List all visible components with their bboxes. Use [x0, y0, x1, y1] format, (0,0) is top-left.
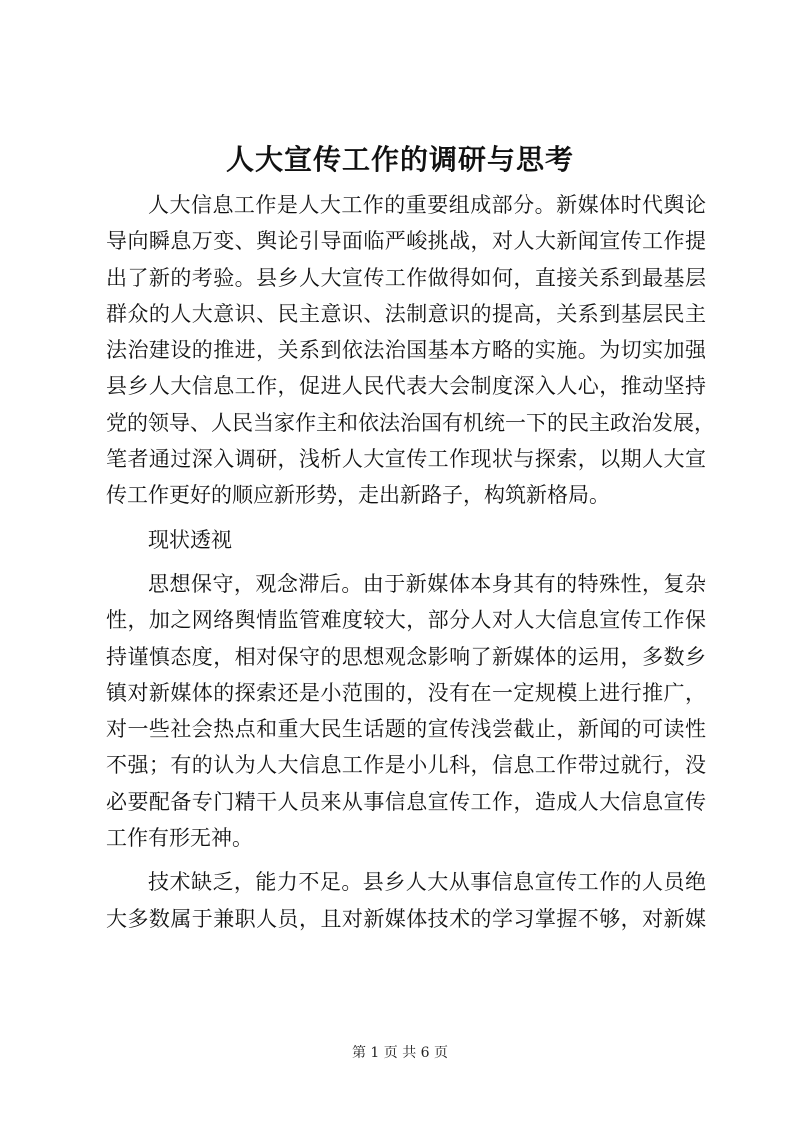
text-line: 对一些社会热点和重大民生话题的宣传浅尝截止，新闻的可读性: [106, 717, 706, 742]
text-line: 人大信息工作是人大工作的重要组成部分。新媒体时代舆论: [148, 193, 706, 217]
paragraph-conservative-thinking: [106, 566, 706, 856]
paragraph-gap: [106, 514, 706, 522]
text-line: 传工作更好的顺应新形势，走出新路子，构筑新格局。: [106, 483, 610, 508]
text-line: 导向瞬息万变、舆论引导面临严峻挑战，对人大新闻宣传工作提: [106, 229, 706, 254]
paragraph-gap: [106, 856, 706, 864]
text-line: 党的领导、人民当家作主和依法治国有机统一下的民主政治发展，: [106, 410, 715, 435]
text-line: 技术缺乏，能力不足。县乡人大从事信息宣传工作的人员绝: [148, 870, 706, 895]
page-footer: 第 1 页 共 6 页: [351, 1045, 449, 1061]
text-line: 县乡人大信息工作，促进人民代表大会制度深入人心，推动坚持: [106, 374, 706, 399]
section-heading: [106, 522, 706, 558]
text-line: 工作有形无神。: [106, 826, 253, 851]
section-heading-text: 现状透视: [148, 527, 232, 552]
text-line: 性，加之网络舆情监管难度较大，部分人对人大信息宣传工作保: [106, 608, 706, 633]
paragraph-lack-of-skills: [106, 864, 706, 937]
text-line: 笔者通过深入调研，浅析人大宣传工作现状与探索，以期人大宣: [106, 447, 706, 472]
text-line: 法治建设的推进，关系到依法治国基本方略的实施。为切实加强: [106, 338, 706, 363]
text-line: 镇对新媒体的探索还是小范围的，没有在一定规模上进行推广，: [106, 680, 706, 705]
text-line: 群众的人大意识、民主意识、法制意识的提高，关系到基层民主: [106, 301, 706, 326]
paragraph-intro: [106, 187, 715, 514]
text-line: 大多数属于兼职人员，且对新媒体技术的学习掌握不够，对新媒: [106, 906, 706, 931]
paragraph-gap: [106, 558, 706, 566]
text-line: 持谨慎态度，相对保守的思想观念影响了新媒体的运用，多数乡: [106, 644, 706, 669]
document-body: [106, 187, 715, 937]
text-line: 不强；有的认为人大信息工作是小儿科，信息工作带过就行，没: [106, 753, 706, 778]
text-line: 必要配备专门精干人员来从事信息宣传工作，造成人大信息宣传: [106, 789, 706, 814]
document-title: 人大宣传工作的调研与思考: [225, 143, 574, 176]
text-line: 出了新的考验。县乡人大宣传工作做得如何，直接关系到最基层: [106, 265, 706, 290]
text-line: 思想保守，观念滞后。由于新媒体本身其有的特殊性，复杂: [148, 571, 706, 596]
